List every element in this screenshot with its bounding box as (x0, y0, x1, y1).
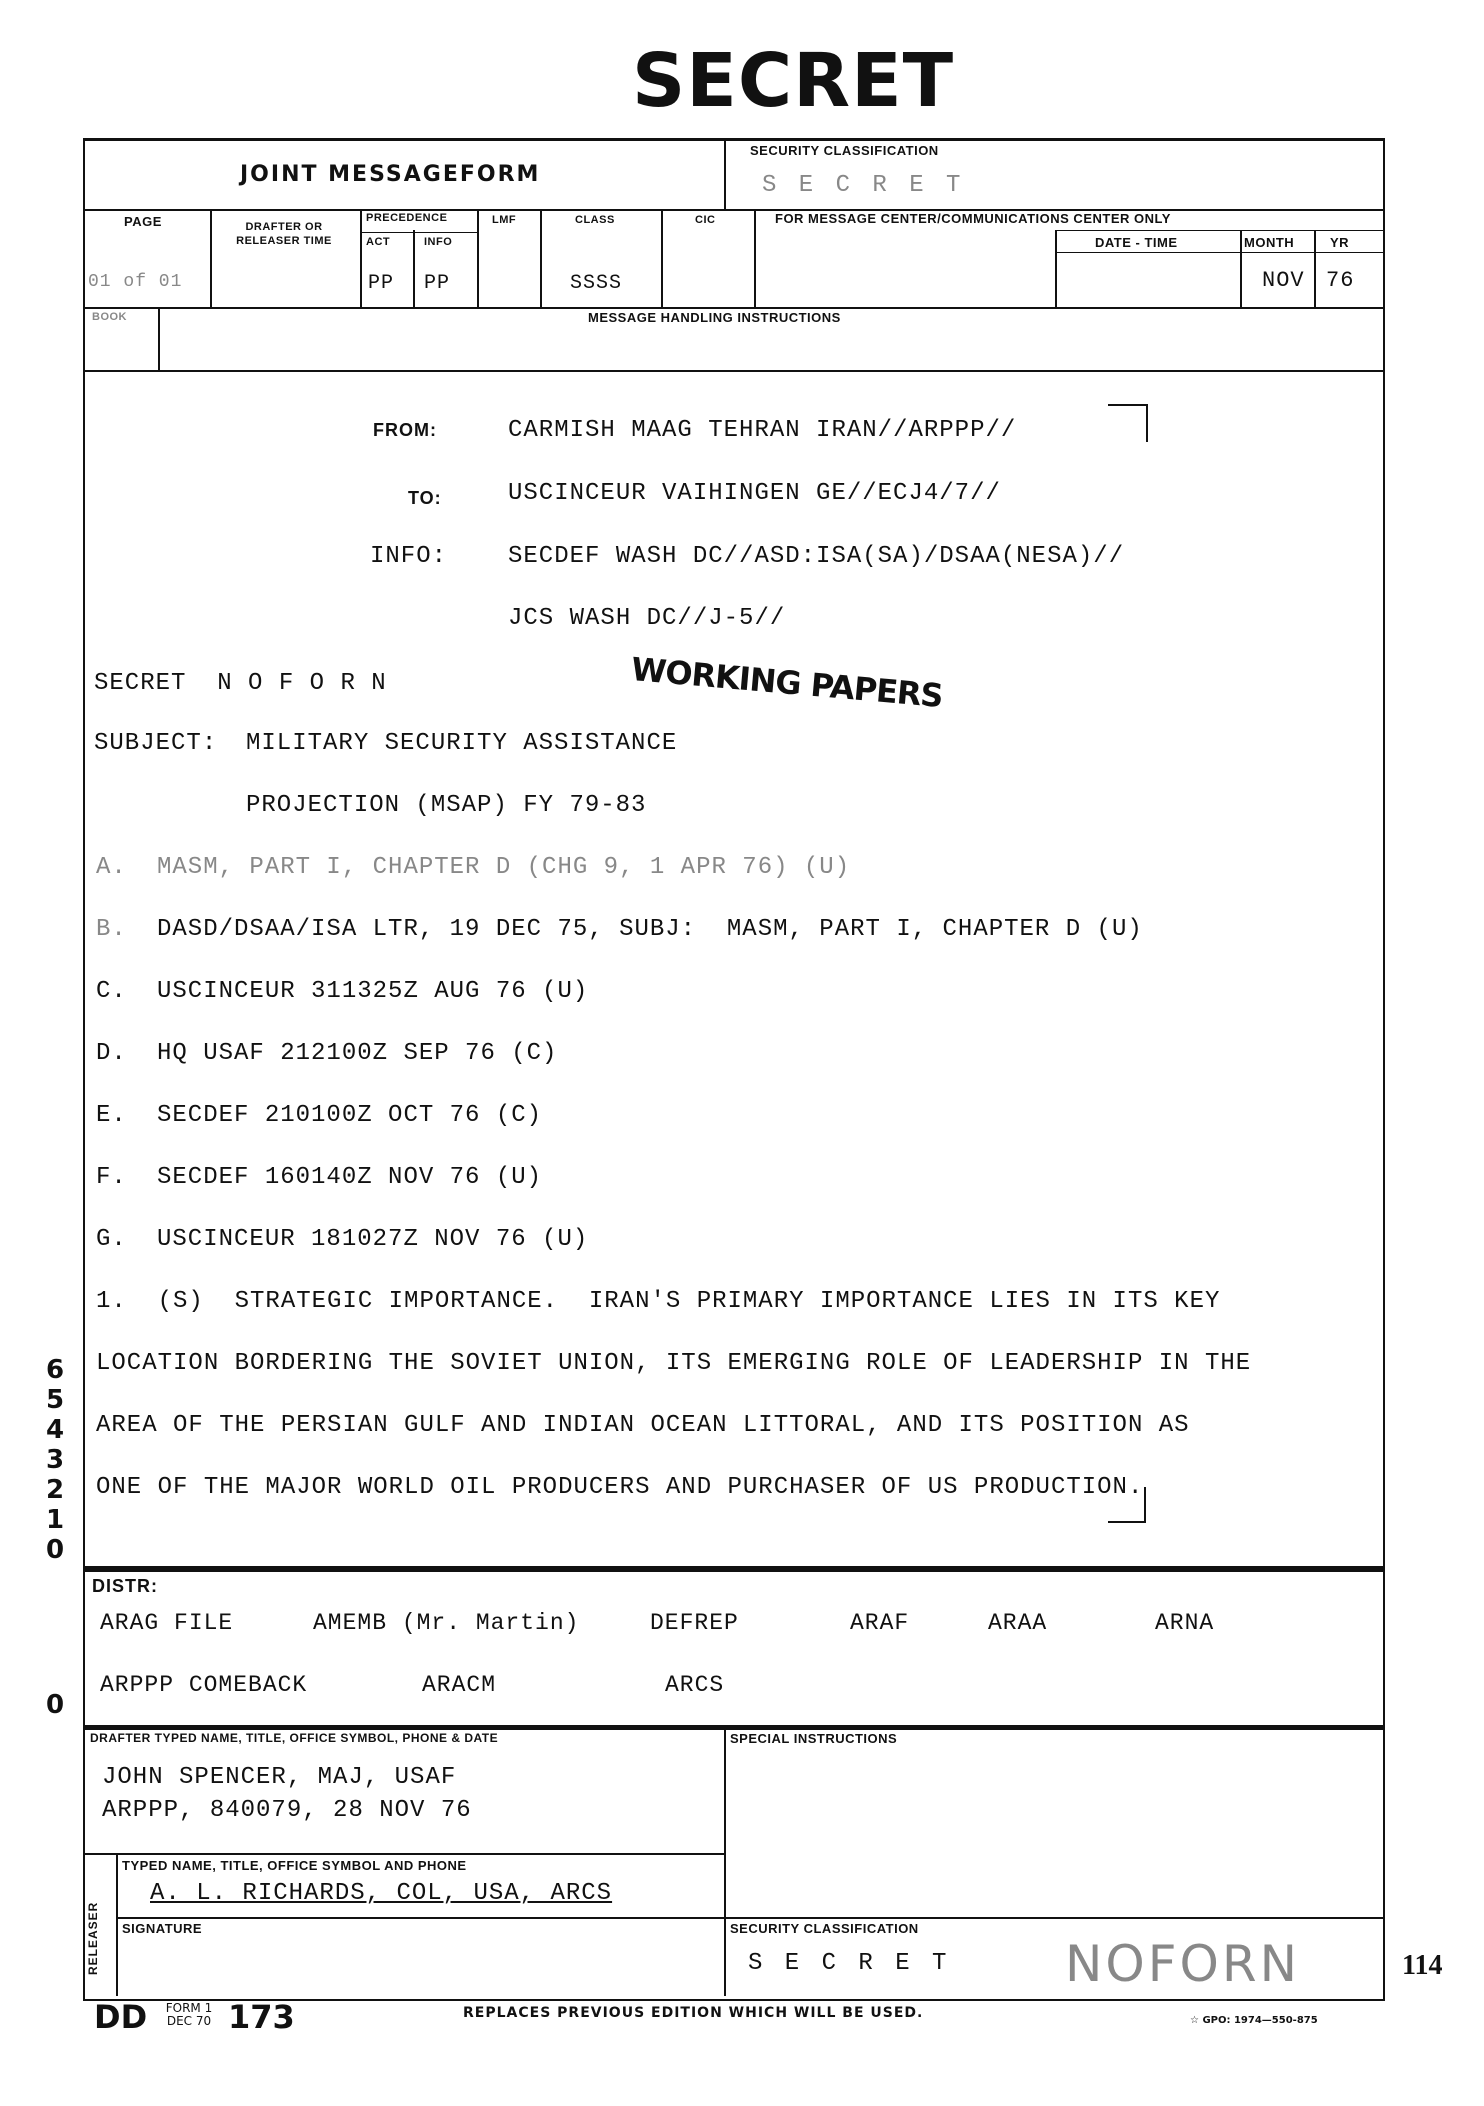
book-label: BOOK (92, 311, 127, 323)
reference-text: SECDEF 160140Z NOV 76 (U) (157, 1164, 543, 1191)
margin-number: 0 (46, 1535, 65, 1565)
reference-text: HQ USAF 212100Z SEP 76 (C) (157, 1040, 558, 1067)
bottom-classification-label: SECURITY CLASSIFICATION (730, 1921, 919, 1936)
reference-letter: G. (96, 1226, 127, 1253)
reference-letter: A. (96, 854, 127, 881)
page-label: PAGE (124, 214, 162, 229)
body-line: 1. (S) STRATEGIC IMPORTANCE. IRAN'S PRIMARY IMPORTANCE LIES IN ITS KEY (96, 1288, 1221, 1315)
info-label: INFO (424, 236, 453, 248)
form-small: FORM 1 DEC 70 (165, 2001, 213, 2028)
to-value: USCINCEUR VAIHINGEN GE//ECJ4/7// (508, 480, 1001, 507)
yr-value: 76 (1326, 268, 1355, 293)
bottom-classification-value: S E C R E T (748, 1950, 951, 1977)
margin-number: 6 (46, 1355, 65, 1385)
security-classification-label: SECURITY CLASSIFICATION (750, 143, 939, 158)
handling-label: MESSAGE HANDLING INSTRUCTIONS (588, 310, 841, 325)
from-value: CARMISH MAAG TEHRAN IRAN//ARPPP// (508, 417, 1017, 444)
gpo-note: ☆ GPO: 1974—550-875 (1190, 2015, 1318, 2026)
form-id: DD (94, 1998, 148, 2036)
divider (1240, 230, 1242, 307)
subject-line-2: PROJECTION (MSAP) FY 79-83 (246, 792, 647, 819)
info-value: PP (424, 272, 451, 295)
subject-line-1: MILITARY SECURITY ASSISTANCE (246, 730, 678, 757)
signature-label: SIGNATURE (122, 1921, 203, 1936)
form-number: 173 (228, 1998, 295, 2036)
distr-item: ARAG FILE (100, 1610, 234, 1636)
divider (724, 1917, 1383, 1919)
divider (360, 232, 477, 233)
margin-number: 5 (46, 1385, 65, 1415)
divider (1055, 230, 1383, 231)
distr-item: ARNA (1155, 1610, 1215, 1636)
to-label: TO: (408, 488, 442, 508)
distr-item: ARAF (850, 1610, 910, 1636)
class-value: SSSS (570, 272, 623, 295)
divider (1055, 252, 1383, 253)
distr-item: ARPPP COMEBACK (100, 1672, 308, 1698)
body-line: ONE OF THE MAJOR WORLD OIL PRODUCERS AND PURCHASER OF US PRODUCTION. (96, 1474, 1144, 1501)
divider (116, 1853, 118, 1996)
act-label: ACT (366, 236, 391, 248)
info-routing-value-2: JCS WASH DC//J-5// (508, 605, 786, 632)
divider (1055, 230, 1057, 307)
divider (83, 1566, 1383, 1572)
reference-letter: B. (96, 916, 127, 943)
margin-zero: 0 (46, 1690, 65, 1720)
divider (661, 209, 663, 307)
distr-item: AMEMB (Mr. Martin) (313, 1610, 580, 1636)
divider (83, 307, 1383, 309)
divider (116, 1917, 726, 1919)
lmf-label: LMF (492, 214, 517, 226)
divider (540, 209, 542, 307)
corner-mark (1108, 404, 1148, 442)
caveat: SECRET N O F O R N (94, 670, 387, 697)
reference-letter: C. (96, 978, 127, 1005)
divider (83, 1853, 726, 1855)
divider (724, 1725, 726, 1996)
subject-label: SUBJECT: (94, 730, 218, 757)
divider (360, 209, 362, 307)
drafter-line-2: ARPPP, 840079, 28 NOV 76 (102, 1797, 472, 1824)
releaser-side-label: RELEASER (86, 1901, 100, 1975)
center-only-label: FOR MESSAGE CENTER/COMMUNICATIONS CENTER ONLY (775, 211, 1171, 226)
from-label: FROM: (373, 420, 437, 440)
distr-label: DISTR: (92, 1576, 158, 1596)
reference-text: DASD/DSAA/ISA LTR, 19 DEC 75, SUBJ: MASM, PART I, CHAPTER D (U) (157, 916, 1143, 943)
month-label: MONTH (1244, 235, 1295, 250)
margin-number: 2 (46, 1475, 65, 1505)
divider (83, 1725, 1383, 1730)
form-title: JOINT MESSAGEFORM (240, 162, 541, 187)
divider (83, 370, 1383, 372)
distr-item: ARACM (422, 1672, 497, 1698)
body-line: LOCATION BORDERING THE SOVIET UNION, ITS EMERGING ROLE OF LEADERSHIP IN THE (96, 1350, 1252, 1377)
info-routing-value-1: SECDEF WASH DC//ASD:ISA(SA)/DSAA(NESA)// (508, 543, 1125, 570)
reference-text: USCINCEUR 311325Z AUG 76 (U) (157, 978, 589, 1005)
releaser-typed-value: A. L. RICHARDS, COL, USA, ARCS (150, 1880, 613, 1907)
page-number: 114 (1402, 1950, 1443, 1981)
yr-label: YR (1330, 235, 1350, 250)
divider (754, 209, 756, 307)
releaser-typed-label: TYPED NAME, TITLE, OFFICE SYMBOL AND PHONE (122, 1858, 467, 1873)
date-time-label: DATE - TIME (1095, 235, 1178, 250)
drafter-line-1: JOHN SPENCER, MAJ, USAF (102, 1764, 457, 1791)
security-classification-value: S E C R E T (762, 172, 965, 199)
working-papers-stamp: WORKING PAPERS (629, 650, 945, 716)
month-value: NOV (1262, 268, 1305, 293)
distr-item: DEFREP (650, 1610, 739, 1636)
drafter-time-label: DRAFTER OR RELEASER TIME (236, 221, 332, 247)
replaces-note: REPLACES PREVIOUS EDITION WHICH WILL BE USED. (463, 2005, 924, 2021)
reference-letter: F. (96, 1164, 127, 1191)
info-routing-label: INFO: (370, 543, 448, 570)
reference-text: MASM, PART I, CHAPTER D (CHG 9, 1 APR 76) (U) (157, 854, 851, 881)
drafter-label: DRAFTER TYPED NAME, TITLE, OFFICE SYMBOL, PHONE & DATE (90, 1731, 499, 1745)
margin-number: 3 (46, 1445, 65, 1475)
reference-text: USCINCEUR 181027Z NOV 76 (U) (157, 1226, 589, 1253)
distr-item: ARCS (665, 1672, 725, 1698)
precedence-label: PRECEDENCE (366, 212, 448, 224)
page-value: 01 of 01 (88, 272, 183, 292)
cic-label: CIC (695, 214, 716, 226)
reference-text: SECDEF 210100Z OCT 76 (C) (157, 1102, 543, 1129)
reference-letter: E. (96, 1102, 127, 1129)
reference-letter: D. (96, 1040, 127, 1067)
margin-number: 1 (46, 1505, 65, 1535)
corner-mark (1108, 1487, 1146, 1523)
divider (724, 138, 726, 210)
divider (413, 230, 415, 307)
divider (83, 209, 1383, 211)
distr-item: ARAA (988, 1610, 1048, 1636)
divider (477, 209, 479, 307)
special-instructions-label: SPECIAL INSTRUCTIONS (730, 1731, 898, 1746)
divider (210, 209, 212, 307)
class-label: CLASS (575, 214, 615, 226)
bottom-caveat: NOFORN (1065, 1935, 1301, 1993)
margin-number: 4 (46, 1415, 65, 1445)
act-value: PP (368, 272, 395, 295)
body-line: AREA OF THE PERSIAN GULF AND INDIAN OCEAN LITTORAL, AND ITS POSITION AS (96, 1412, 1190, 1439)
divider (158, 307, 160, 371)
divider (1314, 230, 1316, 307)
top-classification: SECRET (632, 38, 955, 124)
